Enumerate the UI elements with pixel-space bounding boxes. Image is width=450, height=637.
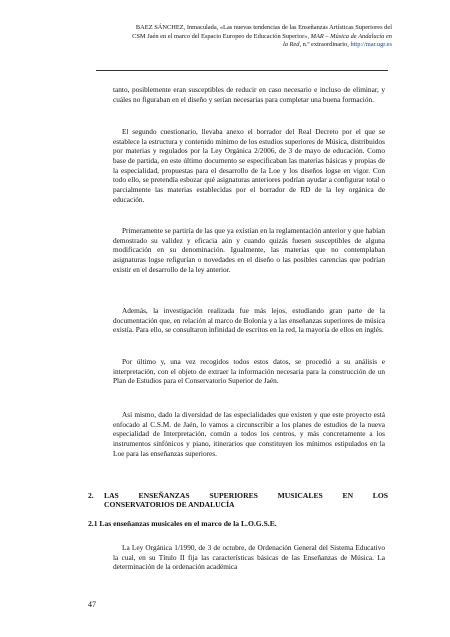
paragraph-5: Por último y, una vez recogidos todos estos datos, se procedió a su análisis e interpretación, con el objeto de extraer la información necesaria para la construcción de un Plan de Estudios para el Conservatorio Superior de Jaén.: [113, 357, 385, 386]
section-number: 2.: [88, 491, 94, 500]
journal-title-cont: la Red,: [282, 41, 302, 49]
paragraph-4: Además, la investigación realizada fue más lejos, estudiando gran parte de la documentación que, en relación al marco de Bolonia y a las enseñanzas superiores de música existía. Para ello, se consultaron infinidad de escritos en la red, la mayoría de ellos en inglés.: [113, 306, 385, 335]
header-line-2-text: CSM Jaén en el marco del Espacio Europeo de Educación Superior»,: [132, 32, 310, 40]
header-line-2: [62, 33, 392, 42]
page-number: 47: [88, 600, 96, 609]
header-line-1: BAEZ SÁNCHEZ, Inmaculada, «Las nuevas tendencias de las Enseñanzas Artísticas Superiores del: [135, 24, 392, 31]
paragraph-2: El segundo cuestionario, llevaba anexo el borrador del Real Decreto por el que se establece la estructura y contenido mínimo de los estudios superiores de Música, distribuidos por materias y regulados por la Ley Orgánica 2/2006, de 3 de mayo de educación. Como base de partida, en este último documento se especificaban las materias básicas y propias de la especialidad, propuestas para el desarrollo de la Loe y los diseños logse en vigor. Con todo ello, se pretendía esbozar qué asignaturas anteriores podrían ayudar a configurar total o parcialmente las materias establecidas por el borrador de RD de la ley orgánica de educación.: [113, 127, 385, 204]
subsection-title: 2.1 Las enseñanzas musicales en el marco de la L.O.G.S.E.: [88, 519, 277, 528]
header-rule: [96, 70, 388, 71]
paragraph-3: Primeramente se partiría de las que ya existían en la reglamentación anterior y que habían demostrado su validez y eficacia aún y cuando quizás fuesen susceptibles de alguna modificación en su denominación. Igualmente, las materias que no contemplaban asignaturas logse refigurían o novedades en el diseño o las posibles carencias que podrían existir en el desarrollo de la ley anterior.: [113, 226, 385, 274]
section-title-line-2: CONSERVATORIOS DE ANDALUCÍA: [104, 500, 235, 509]
journal-title: MAR – Música de Andalucía en: [310, 32, 392, 40]
issue-label: n.º extraordinario,: [302, 41, 349, 49]
paragraph-6: Así mismo, dado la diversidad de las especialidades que existen y que este proyecto está enfocado al C.S.M. de Jaén, lo vamos a circunscribir a los planes de estudios de la nueva especialidad de Interpretación, común a todos los centros, y más concretamente a los instrumentos sinfónicos y piano, itinerarios que constituyen los mínimos estipulados en la Loe para las enseñanzas superiores.: [113, 410, 385, 458]
paragraph-1: tanto, posiblemente eran susceptibles de reducir en caso necesario e incluso de eliminar, y cuáles no figuraban en el diseño y serían necesarias para completar una buena formación.: [113, 85, 385, 104]
journal-url-link[interactable]: http://mar.ugr.es: [350, 41, 392, 49]
running-header: [62, 24, 392, 50]
header-line-3: [62, 41, 392, 50]
section-title-line-1: LAS ENSEÑANZAS SUPERIORES MUSICALES EN LOS: [104, 491, 388, 500]
paragraph-7: La Ley Orgánica 1/1990, de 3 de octubre, de Ordenación General del Sistema Educativo la cual, en su Título II fija las características básicas de las Enseñanzas de Música. La determinación de la ordenación académica: [113, 543, 385, 572]
